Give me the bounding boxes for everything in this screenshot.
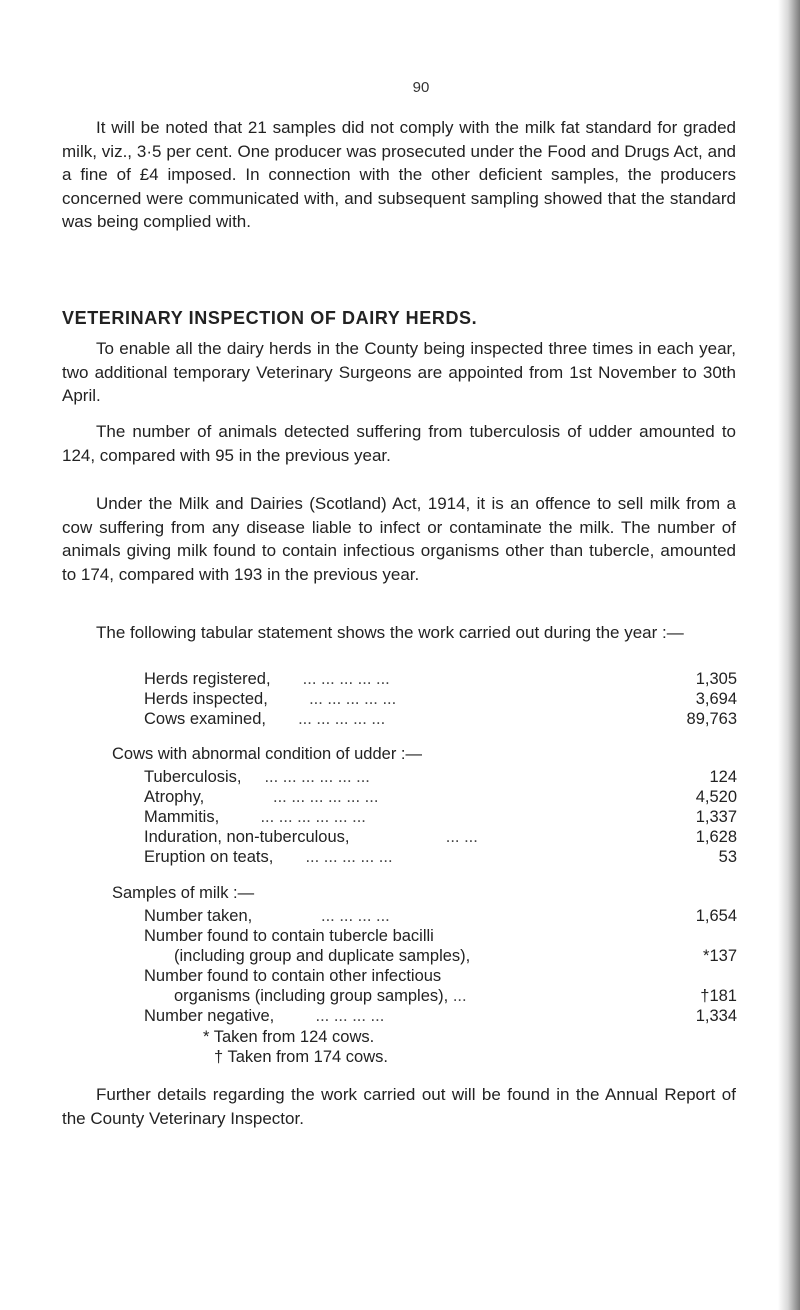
stat-value: 89,763 <box>686 710 737 728</box>
section-paragraph-4: The following tabular statement shows the work carried out during the year :— <box>96 623 684 642</box>
stat-label: Tuberculosis, ... ... ... ... ... ... <box>144 768 370 786</box>
stat-row-atrophy <box>144 787 737 807</box>
stat-label: Number found to contain tubercle bacilli <box>144 927 434 945</box>
stat-value: *137 <box>703 947 737 965</box>
stat-row-cows-examined <box>144 709 737 729</box>
stat-label: Number taken, ... ... ... ... <box>144 907 390 925</box>
section-paragraph-2: The number of animals detected suffering from tuberculosis of udder amounted to 124, compared with 95 in the previous year. <box>62 422 736 465</box>
stat-value: 124 <box>709 768 737 786</box>
udder-heading: Cows with abnormal condition of udder :— <box>112 745 422 763</box>
closing-paragraph: Further details regarding the work carried out will be found in the Annual Report of the County Veterinary Inspector. <box>62 1085 736 1128</box>
stat-value: 1,334 <box>695 1007 737 1025</box>
stat-label: (including group and duplicate samples), <box>174 947 471 965</box>
stat-label: Herds registered, ... ... ... ... ... <box>144 670 390 688</box>
stat-row-mammitis <box>144 807 737 827</box>
stat-row-herds-registered <box>144 669 737 689</box>
section-heading: VETERINARY INSPECTION OF DAIRY HERDS. <box>62 308 478 328</box>
stat-row-number-negative <box>144 1006 737 1026</box>
scanned-page-edge <box>778 0 800 1310</box>
stat-label: Induration, non-tuberculous, ... ... <box>144 828 478 846</box>
stat-label: Mammitis, ... ... ... ... ... ... <box>144 808 366 826</box>
stat-label: Herds inspected, ... ... ... ... ... <box>144 690 397 708</box>
stat-value: 1,305 <box>695 670 737 688</box>
stat-label: Atrophy, ... ... ... ... ... ... <box>144 788 379 806</box>
stat-row-infectious-line-1 <box>144 966 737 986</box>
stat-value: †181 <box>700 987 737 1005</box>
stat-value: 4,520 <box>695 788 737 806</box>
stat-label: Eruption on teats, ... ... ... ... ... <box>144 848 393 866</box>
stat-row-tubercle-line-2 <box>144 946 737 966</box>
samples-heading: Samples of milk :— <box>112 884 255 902</box>
page-number: 90 <box>412 79 430 96</box>
stat-row-herds-inspected <box>144 689 737 709</box>
footnote-dagger: † Taken from 174 cows. <box>214 1048 388 1066</box>
stat-row-induration <box>144 827 737 847</box>
section-paragraph-1: To enable all the dairy herds in the County being inspected three times in each year, two additional temporary Veterinary Surgeons are appointed from 1st November to 30th April. <box>62 339 736 405</box>
stat-label: Number found to contain other infectious <box>144 967 442 985</box>
section-paragraph-3: Under the Milk and Dairies (Scotland) Act, 1914, it is an offence to sell milk from a cow suffering from any disease liable to infect or contaminate the milk. The number of animals giving milk found to contain infectious organisms other than tubercle, amounted to 174, compared with 193 in the previous year. <box>62 494 736 584</box>
intro-paragraph: It will be noted that 21 samples did not comply with the milk fat standard for graded milk, viz., 3·5 per cent. One producer was prosecuted under the Food and Drugs Act, and a fine of £4 imposed. In connection with the other deficient samples, the producers concerned were communicated with, and subsequent sampling showed that the standard was being complied with. <box>62 118 736 231</box>
stat-label: organisms (including group samples), ... <box>174 987 467 1005</box>
stat-row-tubercle-line-1 <box>144 926 737 946</box>
stat-value: 53 <box>718 848 737 866</box>
footnote-star: * Taken from 124 cows. <box>203 1028 375 1046</box>
stat-row-infectious-line-2 <box>144 986 737 1006</box>
stat-value: 1,628 <box>695 828 737 846</box>
stat-row-number-taken <box>144 906 737 926</box>
stat-label: Number negative, ... ... ... ... <box>144 1007 385 1025</box>
stat-value: 3,694 <box>695 690 737 708</box>
stat-row-tuberculosis <box>144 767 737 787</box>
stat-label: Cows examined, ... ... ... ... ... <box>144 710 386 728</box>
stat-value: 1,654 <box>695 907 737 925</box>
stat-value: 1,337 <box>695 808 737 826</box>
stat-row-eruption <box>144 847 737 867</box>
